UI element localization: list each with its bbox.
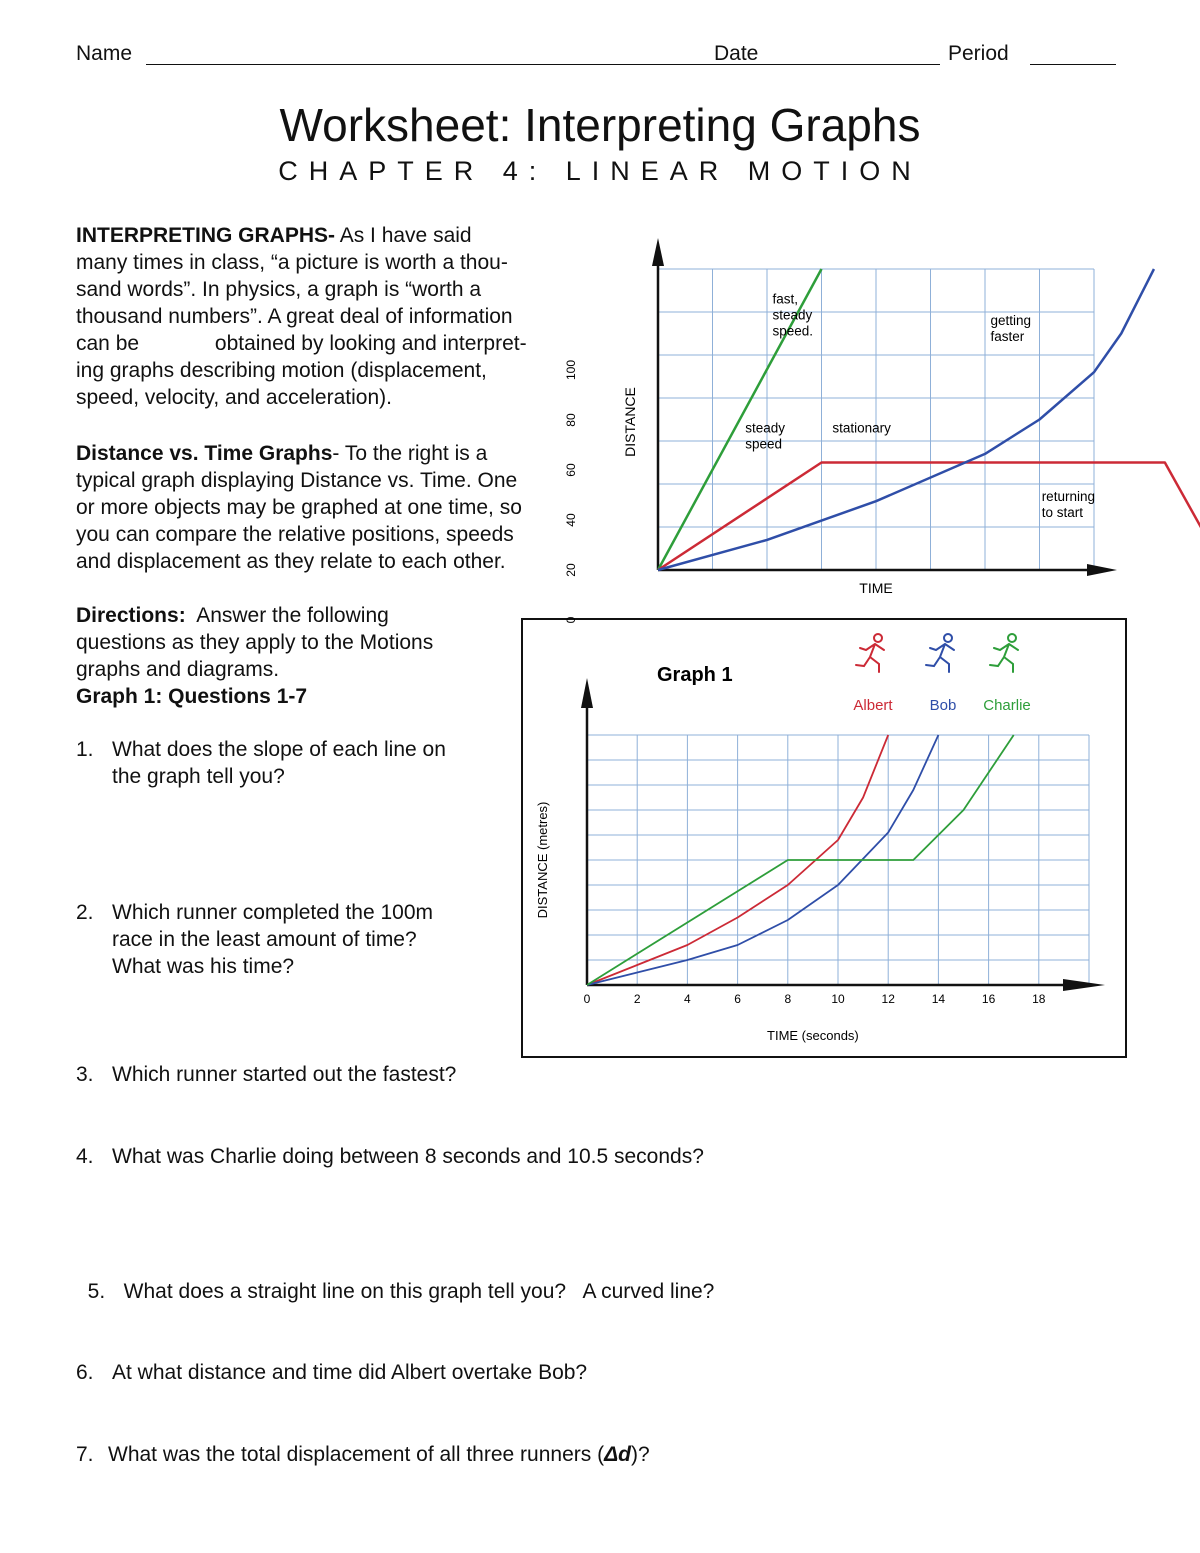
intro-line: can be obtained by looking and interpret- (76, 332, 527, 355)
directions-line: Answer the following (185, 604, 389, 627)
question-number: 5. (87, 1280, 106, 1303)
x-tick-label: 6 (734, 992, 741, 1006)
question-text: race in the least amount of time? (112, 928, 417, 951)
question-7 (76, 1441, 976, 1468)
x-tick-label: 12 (881, 992, 895, 1006)
question-text: Which runner started out the fastest? (112, 1063, 457, 1086)
intro-line: thousand numbers”. A great deal of information (76, 305, 513, 328)
page-title: Worksheet: Interpreting Graphs (279, 99, 921, 151)
question-number: 3. (76, 1063, 94, 1086)
directions-line: graphs and diagrams. (76, 658, 280, 681)
y-tick-label: 100 (564, 359, 578, 381)
y-axis-label: DISTANCE (622, 387, 638, 457)
distance-time-example-chart (605, 232, 1125, 602)
x-tick-label: 4 (684, 992, 691, 1006)
annotation-stationary: stationary (832, 420, 891, 436)
y-tick-label: 60 (564, 463, 578, 477)
period-field[interactable] (1030, 64, 1116, 65)
question-text: What was his time? (112, 955, 295, 978)
y-axis-arrow (581, 678, 593, 708)
series-line-blue (658, 269, 1154, 570)
annotation-steady-speed: steady speed (745, 420, 785, 452)
intro-line: As I have said (335, 224, 472, 247)
dvt-paragraph (76, 440, 596, 575)
directions-heading: Directions: (76, 604, 186, 627)
y-axis-arrow (652, 238, 664, 266)
intro-paragraph (76, 222, 596, 411)
question-number: 6. (76, 1361, 94, 1384)
intro-line: sand words”. In physics, a graph is “worth a (76, 278, 482, 301)
annotation-getting-faster: getting faster (990, 312, 1031, 344)
dvt-line: and displacement as they relate to each other. (76, 550, 506, 573)
question-text: )? (631, 1443, 650, 1466)
intro-heading: INTERPRETING GRAPHS- (76, 224, 336, 247)
x-tick-label: 0 (583, 992, 591, 1006)
y-axis-label: DISTANCE (metres) (535, 801, 550, 919)
question-3 (76, 1061, 676, 1088)
question-text: What does a straight line on this graph tell you? A curved line? (123, 1280, 715, 1303)
delta-d-symbol: Δd (604, 1443, 632, 1466)
question-text: At what distance and time did Albert overtake Bob? (112, 1361, 588, 1384)
page-subtitle: CHAPTER 4: LINEAR MOTION (278, 156, 922, 186)
x-tick-label: 18 (1032, 992, 1046, 1006)
dvt-line: typical graph displaying Distance vs. Time. One (76, 469, 518, 492)
graph-title: Graph 1 (657, 664, 733, 686)
dvt-line: - To the right is a (332, 442, 488, 465)
question-text: What was Charlie doing between 8 seconds and 10.5 seconds? (112, 1145, 704, 1168)
question-number: 2. (76, 901, 94, 924)
question-5 (76, 1251, 976, 1305)
question-2 (76, 899, 506, 980)
dvt-line: you can compare the relative positions, speeds (76, 523, 514, 546)
question-4 (76, 1143, 976, 1170)
x-tick-label: 14 (931, 992, 946, 1006)
y-tick-label: 80 (564, 413, 578, 427)
question-text: What was the total displacement of all three runners ( (108, 1443, 605, 1466)
question-text: Which runner completed the 100m (112, 901, 433, 924)
period-label: Period (948, 42, 1009, 65)
graph1-questions-heading: Graph 1: Questions 1-7 (76, 685, 308, 708)
question-text: the graph tell you? (112, 765, 285, 788)
runner-icon (990, 634, 1018, 672)
y-tick-label: 20 (564, 563, 578, 577)
question-text: What does the slope of each line on (112, 738, 446, 761)
header-fields (76, 42, 1116, 72)
annotation-returning: returning to start (1041, 489, 1095, 521)
runner-icon (926, 634, 954, 672)
dvt-line: or more objects may be graphed at one time, so (76, 496, 522, 519)
directions-line: questions as they apply to the Motions (76, 631, 434, 654)
dvt-heading: Distance vs. Time Graphs (76, 442, 333, 465)
x-axis-label: TIME (859, 580, 893, 596)
x-axis-arrow (1063, 979, 1105, 991)
intro-line: ing graphs describing motion (displacement, (76, 359, 487, 382)
x-tick-label: 10 (831, 992, 845, 1006)
question-number: 4. (76, 1145, 94, 1168)
intro-line: many times in class, “a picture is worth a thou- (76, 251, 508, 274)
x-tick-label: 16 (981, 992, 996, 1006)
x-tick-label: 2 (633, 992, 641, 1006)
x-axis-label: TIME (seconds) (767, 1028, 859, 1043)
x-tick-label: 8 (784, 992, 792, 1006)
directions-paragraph (76, 602, 516, 710)
y-tick-label: 40 (564, 513, 578, 527)
annotation-fast-steady: fast, steady speed. (772, 291, 813, 339)
question-number: 1. (76, 738, 94, 761)
question-1 (76, 736, 506, 790)
date-field[interactable] (772, 64, 940, 65)
question-6 (76, 1359, 976, 1386)
intro-line: speed, velocity, and acceleration). (76, 386, 392, 409)
name-field[interactable] (146, 64, 778, 65)
runner-icon (856, 634, 884, 672)
name-label: Name (76, 42, 133, 65)
legend-label-bob: Bob (929, 697, 957, 714)
x-axis-arrow (1087, 564, 1117, 576)
y-tick-label: 0 (564, 616, 578, 624)
legend-label-charlie: Charlie (983, 697, 1031, 714)
legend-label-albert: Albert (853, 697, 893, 714)
date-label: Date (714, 42, 759, 65)
question-number: 7. (76, 1443, 94, 1466)
